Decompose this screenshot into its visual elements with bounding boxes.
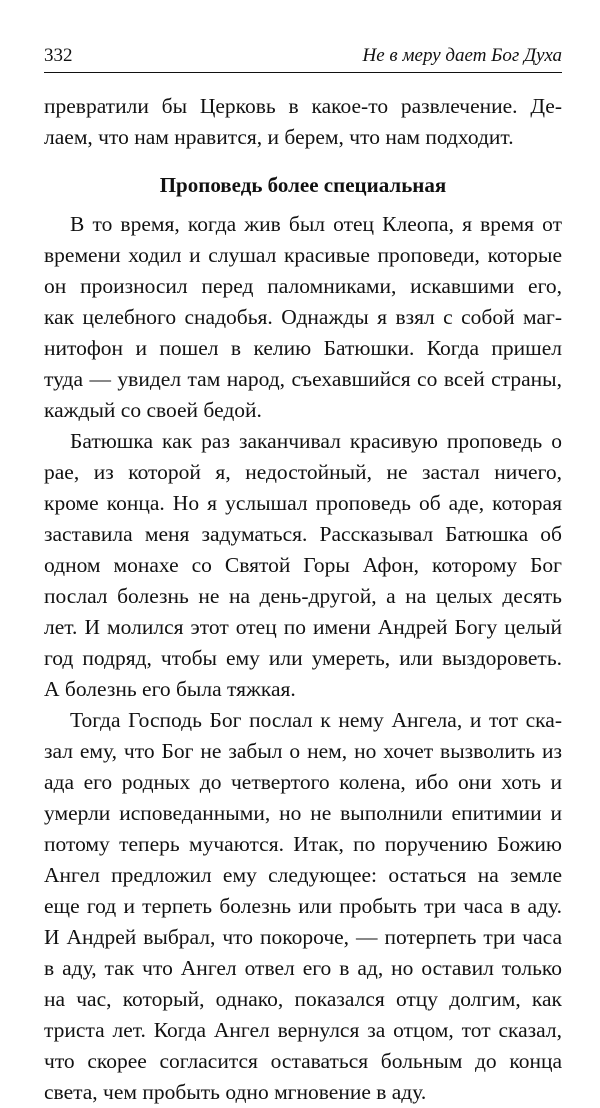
text-line: ада его родных до четвертого колена, ибо они хоть и bbox=[44, 770, 562, 794]
paragraph-1 bbox=[44, 209, 562, 426]
text-line: в аду, так что Ангел отвел его в ад, но оставил только bbox=[44, 956, 562, 980]
text-line: Тогда Господь Бог послал к нему Ангела, и тот ска- bbox=[70, 708, 562, 732]
text-line: лаем, что нам нравится, и берем, что нам подходит. bbox=[44, 125, 514, 149]
text-line: триста лет. Когда Ангел вернулся за отцом, тот сказал, bbox=[44, 1018, 562, 1042]
text-line: света, чем пробыть одно мгновение в аду. bbox=[44, 1080, 427, 1104]
text-line: нитофон и пошел в келию Батюшки. Когда пришел bbox=[44, 336, 562, 360]
text-line: времени ходил и слушал красивые проповеди, которые bbox=[44, 243, 562, 267]
running-head bbox=[44, 44, 562, 73]
text-line: И Андрей выбрал, что покороче, — потерпеть три часа bbox=[44, 925, 562, 949]
text-line: еще год и терпеть болезнь или пробыть три часа в аду. bbox=[44, 894, 562, 918]
page-number: 332 bbox=[44, 45, 73, 66]
text-line: лет. И молился этот отец по имени Андрей Богу целый bbox=[44, 615, 562, 639]
text-line: рае, из которой я, недостойный, не застал ничего, bbox=[44, 460, 562, 484]
text-line: послал болезнь не на день-другой, а на целых десять bbox=[44, 584, 562, 608]
text-line: умерли исповеданными, но не выполнили епитимии и bbox=[44, 801, 562, 825]
text-line: на час, который, однако, показался отцу долгим, как bbox=[44, 987, 562, 1011]
text-line: заставила меня задуматься. Рассказывал Батюшка об bbox=[44, 522, 562, 546]
text-line: превратили бы Церковь в какое-то развлечение. Де- bbox=[44, 94, 562, 118]
continuation-paragraph bbox=[44, 91, 562, 153]
text-line: А болезнь его была тяжкая. bbox=[44, 677, 296, 701]
text-line: зал ему, что Бог не забыл о нем, но хочет вызволить из bbox=[44, 739, 562, 763]
text-line: Ангел предложил ему следующее: остаться на земле bbox=[44, 863, 562, 887]
text-line: одном монахе со Святой Горы Афон, которому Бог bbox=[44, 553, 562, 577]
text-line: кроме конца. Но я услышал проповедь об аде, которая bbox=[44, 491, 562, 515]
section-heading: Проповедь более специальная bbox=[159, 173, 447, 197]
text-line: он произносил перед паломниками, искавшими его, bbox=[44, 274, 562, 298]
running-title: Не в меру дает Бог Духа bbox=[362, 45, 562, 66]
paragraph-2 bbox=[44, 426, 562, 705]
text-line: каждый со своей бедой. bbox=[44, 398, 262, 422]
text-line: что скорее согласится оставаться больным до конца bbox=[44, 1049, 562, 1073]
text-line: туда — увидел там народ, съехавшийся со всей страны, bbox=[44, 367, 562, 391]
paragraph-3 bbox=[44, 705, 562, 1108]
text-line: потому теперь мучаются. Итак, по поручению Божию bbox=[44, 832, 562, 856]
text-line: как целебного снадобья. Однажды я взял с собой маг- bbox=[44, 305, 562, 329]
text-line: В то время, когда жив был отец Клеопа, я время от bbox=[70, 212, 562, 236]
text-line: год подряд, чтобы ему или умереть, или выздороветь. bbox=[44, 646, 562, 670]
text-line: Батюшка как раз заканчивал красивую проповедь о bbox=[70, 429, 562, 453]
